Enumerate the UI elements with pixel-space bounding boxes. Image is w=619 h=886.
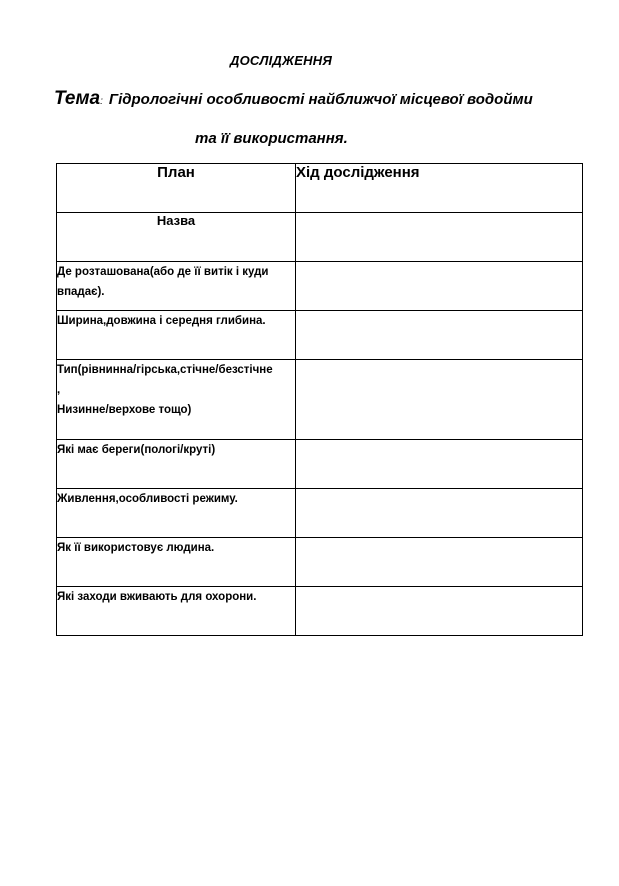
- table-row: [57, 262, 583, 311]
- plan-cell-location: Де розташована(або де її витік і куди впадає).: [57, 262, 296, 311]
- plan-cell-type-comma: ,: [57, 384, 61, 396]
- plan-cell-size: Ширина,довжина і середня глибина.: [57, 311, 296, 360]
- topic-text-line1: Гідрологічні особливості найближчої місцевої водойми: [108, 91, 533, 108]
- table-row: [57, 440, 583, 489]
- research-plan-table: [56, 163, 583, 636]
- table-row: [57, 360, 583, 440]
- plan-cell-usage: Як її використовує людина.: [57, 538, 296, 587]
- header-progress: Хід дослідження: [296, 164, 583, 213]
- progress-cell[interactable]: [296, 311, 583, 360]
- header-plan: План: [57, 164, 296, 213]
- topic-heading: [54, 88, 533, 110]
- progress-cell[interactable]: [296, 538, 583, 587]
- topic-label: Тема: [54, 88, 101, 109]
- progress-cell[interactable]: [296, 440, 583, 489]
- topic-colon: :: [100, 96, 103, 107]
- table-row: [57, 489, 583, 538]
- table-row: [57, 587, 583, 636]
- document-title: ДОСЛІДЖЕННЯ: [230, 53, 332, 68]
- table-row: [57, 311, 583, 360]
- table-row: [57, 538, 583, 587]
- plan-cell-type-line2: Низинне/верхове тощо): [57, 404, 192, 416]
- plan-cell-banks: Які має береги(пологі/круті): [57, 440, 296, 489]
- progress-cell[interactable]: [296, 213, 583, 262]
- topic-text-line2: та її використання.: [195, 130, 348, 147]
- plan-cell-type: [57, 360, 296, 440]
- plan-cell-feeding: Живлення,особливості режиму.: [57, 489, 296, 538]
- plan-cell-name: Назва: [57, 213, 296, 262]
- progress-cell[interactable]: [296, 489, 583, 538]
- progress-cell[interactable]: [296, 262, 583, 311]
- progress-cell[interactable]: [296, 587, 583, 636]
- table-row: [57, 213, 583, 262]
- table-header-row: [57, 164, 583, 213]
- plan-cell-type-line1: Тип(рівнинна/гірська,стічне/безстічне: [57, 364, 273, 376]
- progress-cell[interactable]: [296, 360, 583, 440]
- plan-cell-protection: Які заходи вживають для охорони.: [57, 587, 296, 636]
